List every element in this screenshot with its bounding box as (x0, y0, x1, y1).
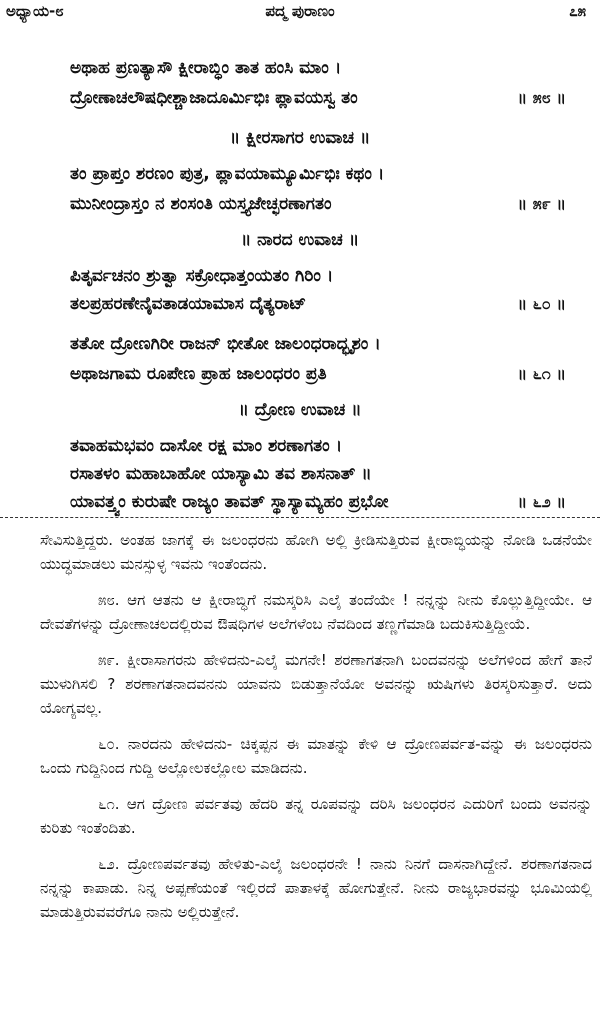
commentary-paragraph: ೬೨. ದ್ರೋಣಪರ್ವತವು ಹೇಳಿತು-ಎಲೈ ಜಲಂಧರನೇ ! ನಾನು ನಿನಗೆ ದಾಸನಾಗಿದ್ದೇನೆ. ಶರಣಾಗತನಾದ ನನ್ನನ್ನು ಕಾಪಾಡು. ನಿನ್ನ ಅಪ್ಪಣೆಯಂತೆ ಇಲ್ಲಿರದೆ ಪಾತಾಳಕ್ಕೆ ಹೋಗುತ್ತೇನೆ. ನೀನು ರಾಜ್ಯಭಾರವನ್ನು ಭೂಮಿಯಲ್ಲಿ ಮಾಡುತ್ತಿರುವವರೆಗೂ ನಾನು ಅಲ್ಲಿರುತ್ತೇನೆ. (40, 855, 592, 921)
verse-line: ಯಾವತ್ತ್ವಂ ಕುರುಷೇ ರಾಜ್ಯಂ ತಾವತ್ ಸ್ಥಾಸ್ಯಾಮ್ಯಹಂ ಪ್ರಭೋ (70, 492, 389, 512)
verse-line: ದ್ರೋಣಾಚಲೌಷಧೀಶ್ಚಾಜಾದೂರ್ಮಿಭಿಃ ಪ್ಲಾವಯಸ್ವ ತಂ (70, 88, 358, 108)
verse-number: ॥ ೫೮ ॥ (517, 88, 566, 107)
commentary-paragraph: ೬೧. ಆಗ ದ್ರೋಣ ಪರ್ವತವು ಹೆದರಿ ತನ್ನ ರೂಪವನ್ನು ದರಿಸಿ ಜಲಂಧರನ ಎದುರಿಗೆ ಬಂದು ಅವನನ್ನು ಕುರಿತು ಇಂತೆಂದಿತು. (40, 795, 592, 837)
commentary-paragraph: ಸೇವಿಸುತ್ತಿದ್ದರು. ಅಂತಹ ಜಾಗಕ್ಕೆ ಈ ಜಲಂಧರನು ಹೋಗಿ ಅಲ್ಲಿ ಕ್ರೀಡಿಸುತ್ತಿರುವ ಕ್ಷೀರಾಬ್ಧಿಯನ್ನು ನೋಡಿ ಒಡನೆಯೇ ಯುದ್ಧಮಾಡಲು ಮನಸ್ಸುಳ್ಳ ಇವನು ಇಂತೆಂದನು. (40, 531, 592, 573)
speaker-heading: ॥ ಕ್ಷೀರಸಾಗರ ಉವಾಚ ॥ (229, 128, 371, 148)
verse-line: ತಲಪ್ರಹರಣೇನೈವತಾಡಯಾಮಾಸ ದೈತ್ಯರಾಟ್ (70, 294, 307, 314)
verse-line: ಮುನೀಂದ್ರಾಸ್ತಂ ನ ಶಂಸಂತಿ ಯಸ್ತ್ಯಜೇಚ್ಛರಣಾಗತಂ (70, 194, 332, 214)
verse-line: ಅಥಾಜಗಾಮ ರೂಪೇಣ ಪ್ರಾಹ ಜಾಲಂಧರಂ ಪ್ರತಿ (70, 364, 327, 384)
chapter-label: ಅಧ್ಯಾಯ-೮ (6, 2, 64, 20)
verse-line: ಪಿತೃರ್ವಚನಂ ಶ್ರುತ್ವಾ ಸಕ್ರೋಧಾತ್ತಂಯತಂ ಗಿರಿಂ । (70, 266, 334, 286)
speaker-heading: ॥ ನಾರದ ಉವಾಚ ॥ (240, 230, 360, 250)
verse-line: ತಂ ಪ್ರಾಪ್ತಂ ಶರಣಂ ಪುತ್ರ, ಪ್ಲಾವಯಾಮ್ಯೂರ್ಮಿಭಿಃ ಕಥಂ । (70, 164, 385, 184)
verse-line: ರಸಾತಳಂ ಮಹಾಬಾಹೋ ಯಾಸ್ಯಾಮಿ ತವ ಶಾಸನಾತ್ ॥ (70, 464, 372, 484)
verse-line: ಅಥಾಹ ಪ್ರಣತ್ಯಾಸೌ ಕ್ಷೀರಾಬ್ಧಿಂ ತಾತ ಹಂಸಿ ಮಾಂ । (70, 58, 342, 78)
verse-number: ॥ ೬೧ ॥ (517, 364, 566, 383)
verse-line: ತತೋ ದ್ರೋಣಗಿರೀ ರಾಜನ್ ಭೀತೋ ಜಾಲಂಧರಾದ್ಭೃಶಂ । (70, 334, 381, 354)
page-number: ೭೫ (569, 2, 586, 20)
commentary-paragraph: ೫೮. ಆಗ ಆತನು ಆ ಕ್ಷೀರಾಬ್ಧಿಗೆ ನಮಸ್ಕರಿಸಿ ಎಲೈ ತಂದೆಯೇ ! ನನ್ನನ್ನು ನೀನು ಕೊಲ್ಲುತ್ತಿದ್ದೀಯೇ. ಆ ದೇವತೆಗಳನ್ನು ದ್ರೋಣಾಚಲದಲ್ಲಿರುವ ಔಷಧಿಗಳ ಅಲೆಗಳೆಂಬ ನೆವದಿಂದ ತಣ್ಣಗೆಮಾಡಿ ಬದುಕಿಸುತ್ತಿದ್ದೀಯೆ. (40, 591, 592, 633)
verse-number: ॥ ೫೯ ॥ (517, 194, 566, 213)
verse-line: ತವಾಹಮಭವಂ ದಾಸೋ ರಕ್ಷ ಮಾಂ ಶರಣಾಗತಂ । (70, 436, 343, 456)
verse-number: ॥ ೬೨ ॥ (517, 492, 566, 511)
section-divider (0, 517, 600, 518)
page-header (6, 2, 594, 24)
commentary-paragraph: ೫೯. ಕ್ಷೀರಾಸಾಗರನು ಹೇಳಿದನು-ಎಲೈ ಮಗನೇ! ಶರಣಾಗತನಾಗಿ ಬಂದವನನ್ನು ಅಲೆಗಳಿಂದ ಹೇಗೆ ತಾನೆ ಮುಳುಗಿಸಲಿ ? ಶರಣಾಗತನಾದವನನು ಯಾವನು ಬಿಡುತ್ತಾನೆಯೋ ಅವನನ್ನು ಋಷಿಗಳು ತಿರಸ್ಕರಿಸುತ್ತಾರೆ. ಅದು ಯೋಗ್ಯವಲ್ಲ. (40, 651, 592, 717)
commentary-block (40, 528, 592, 936)
commentary-paragraph: ೬೦. ನಾರದನು ಹೇಳಿದನು- ಚಿಕ್ಕಪ್ಪನ ಈ ಮಾತನ್ನು ಕೇಳಿ ಆ ದ್ರೋಣಪರ್ವತ-ವನ್ನು ಈ ಜಲಂಧರನು ಒಂದು ಗುದ್ದಿನಿಂದ ಗುದ್ದಿ ಅಲ್ಲೋಲಕಲ್ಲೋಲ ಮಾಡಿದನು. (40, 735, 592, 777)
verse-number: ॥ ೬೦ ॥ (517, 294, 566, 313)
book-title: ಪದ್ಮ ಪುರಾಣಂ (265, 2, 335, 20)
speaker-heading: ॥ ದ್ರೋಣ ಉವಾಚ ॥ (238, 400, 362, 420)
